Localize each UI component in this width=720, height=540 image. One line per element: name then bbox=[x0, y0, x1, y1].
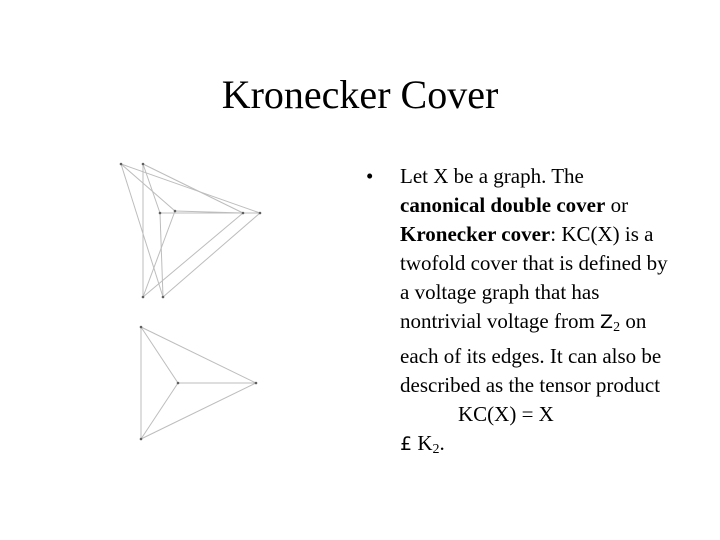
bold-term-kronecker-cover: Kronecker cover bbox=[400, 222, 551, 246]
z-subscript: 2 bbox=[613, 320, 621, 335]
vertex bbox=[177, 382, 180, 385]
vertex bbox=[162, 296, 165, 299]
edge bbox=[160, 213, 163, 297]
edge bbox=[143, 213, 243, 297]
bold-term-canonical-double-cover: canonical double cover bbox=[400, 193, 606, 217]
edge bbox=[143, 164, 243, 213]
edge bbox=[141, 383, 178, 439]
vertex bbox=[142, 296, 145, 299]
formula-end: . bbox=[439, 431, 445, 455]
bullet-text-seg4: on each of its edges. It can also be described as the tensor product bbox=[400, 309, 662, 397]
vertex bbox=[174, 210, 177, 213]
z-symbol: Z bbox=[600, 311, 614, 333]
vertex bbox=[140, 326, 143, 329]
edge bbox=[121, 164, 260, 213]
slide-title-text: Kronecker Cover bbox=[221, 72, 499, 117]
k-subscript: 2 bbox=[432, 442, 440, 457]
tensor-product-symbol: £ bbox=[400, 433, 413, 455]
vertex bbox=[120, 163, 123, 166]
vertex bbox=[255, 382, 258, 385]
edge bbox=[121, 164, 175, 211]
edge bbox=[163, 213, 260, 297]
kronecker-cover-graph bbox=[121, 164, 260, 297]
edge bbox=[141, 327, 178, 383]
edge bbox=[141, 383, 256, 439]
base-graph bbox=[141, 327, 256, 439]
vertex bbox=[140, 438, 143, 441]
vertex bbox=[142, 163, 145, 166]
edge bbox=[121, 164, 163, 297]
edge bbox=[141, 327, 256, 383]
bullet-text-seg2: or bbox=[605, 193, 629, 217]
bullet-text bbox=[400, 162, 670, 464]
bullet-dot: • bbox=[366, 164, 374, 188]
vertex bbox=[242, 212, 245, 215]
k-symbol: K bbox=[412, 431, 433, 455]
bullet-text-seg1: Let X be a graph. The bbox=[400, 164, 584, 188]
vertex bbox=[259, 212, 262, 215]
formula: KC(X) = X bbox=[458, 402, 554, 426]
vertex bbox=[159, 212, 162, 215]
bullet-text-seg3: : KC(X) is a twofold cover that is defined by a voltage graph that has nontrivial voltage from bbox=[400, 222, 668, 333]
